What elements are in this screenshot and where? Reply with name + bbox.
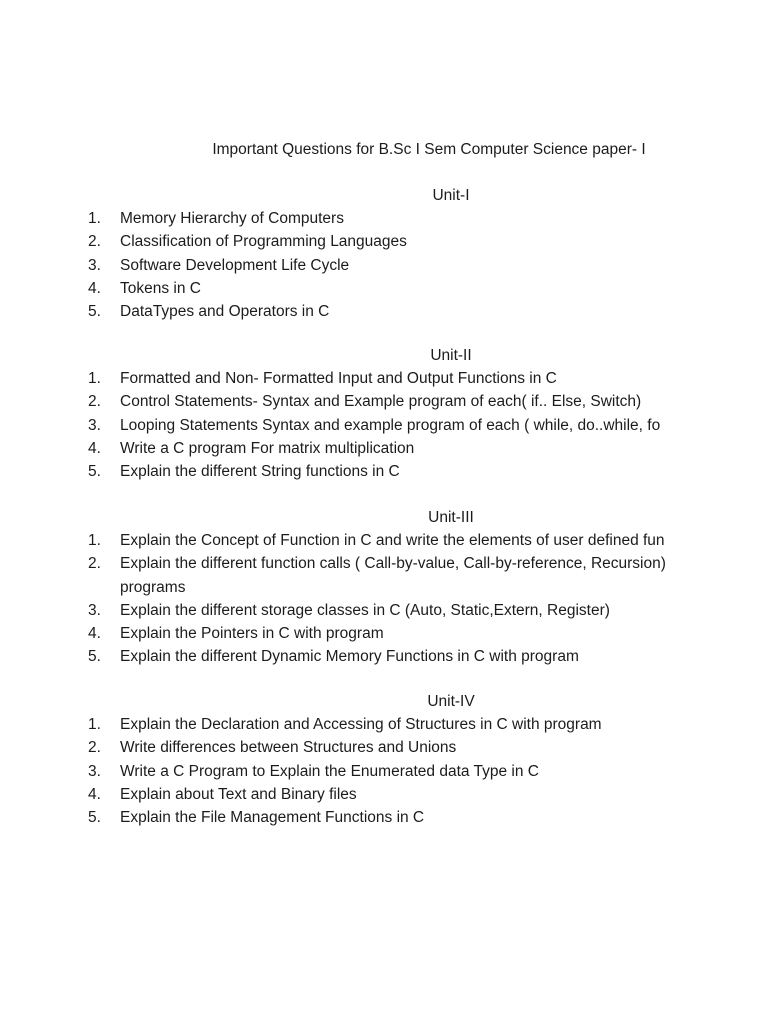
list-item [0,460,768,483]
question-number: 4. [88,439,101,457]
unit-section-4 [0,692,768,829]
question-number: 4. [88,625,101,643]
list-item [0,367,768,390]
question-number: 4. [88,785,101,803]
list-item [0,622,768,645]
question-text: Explain the File Management Functions in C [120,809,425,827]
question-text: Explain the different Dynamic Memory Functions in C with program [120,648,579,666]
unit-section-3 [0,508,768,669]
question-text-continuation: programs [120,578,186,596]
question-number: 1. [88,716,101,733]
question-text: DataTypes and Operators in C [120,303,330,321]
question-list [0,713,768,829]
question-number: 5. [88,303,101,321]
question-text: Control Statements- Syntax and Example program of each( if.. Else, Switch) [120,393,642,411]
question-text: Looping Statements Syntax and example program of each ( while, do..while, fo [120,416,661,434]
list-item [0,760,768,783]
question-number: 3. [88,762,101,780]
question-text: Classification of Programming Languages [120,233,407,251]
list-item [0,599,768,622]
question-number: 2. [88,393,101,411]
unit-heading: Unit-IV [427,693,475,710]
list-item [0,736,768,759]
question-number: 1. [88,532,101,549]
list-item [0,713,768,736]
question-number: 5. [88,463,101,481]
question-text: Tokens in C [120,279,201,297]
question-text: Memory Hierarchy of Computers [120,210,344,227]
question-text: Formatted and Non- Formatted Input and Output Functions in C [120,370,557,387]
list-item [0,806,768,829]
question-text: Write differences between Structures and Unions [120,739,457,757]
list-item [0,300,768,323]
question-text: Software Development Life Cycle [120,256,350,274]
question-text: Explain the different storage classes in C (Auto, Static,Extern, Register) [120,601,610,619]
question-text: Explain the different String functions in C [120,463,400,481]
question-list [0,367,768,483]
question-text: Explain the different function calls ( Call-by-value, Call-by-reference, Recursion) [120,555,666,573]
question-number: 5. [88,809,101,827]
list-item [0,552,768,599]
question-number: 5. [88,648,101,666]
list-item [0,254,768,277]
question-number: 2. [88,233,101,251]
list-item [0,529,768,552]
question-number: 2. [88,739,101,757]
question-list [0,529,768,669]
unit-heading: Unit-II [430,347,472,364]
unit-heading: Unit-I [432,187,470,204]
question-text: Explain the Pointers in C with program [120,625,384,643]
question-number: 3. [88,601,101,619]
question-number: 3. [88,256,101,274]
list-item [0,437,768,460]
list-item [0,230,768,253]
unit-section-1 [0,186,768,323]
list-item [0,390,768,413]
question-number: 2. [88,555,101,573]
question-text: Explain the Declaration and Accessing of Structures in C with program [120,716,602,733]
list-item [0,783,768,806]
question-text: Explain about Text and Binary files [120,785,357,803]
unit-heading: Unit-III [428,509,474,526]
list-item [0,207,768,230]
question-text: Explain the Concept of Function in C and write the elements of user defined fun [120,532,665,549]
question-number: 4. [88,279,101,297]
list-item [0,414,768,437]
unit-section-2 [0,346,768,483]
question-text: Write a C program For matrix multiplication [120,439,415,457]
list-item [0,645,768,668]
document-title: Important Questions for B.Sc I Sem Computer Science paper- I [212,141,646,158]
list-item [0,277,768,300]
question-number: 1. [88,370,101,387]
question-list [0,207,768,323]
question-number: 1. [88,210,101,227]
question-number: 3. [88,416,101,434]
question-text: Write a C Program to Explain the Enumerated data Type in C [120,762,539,780]
